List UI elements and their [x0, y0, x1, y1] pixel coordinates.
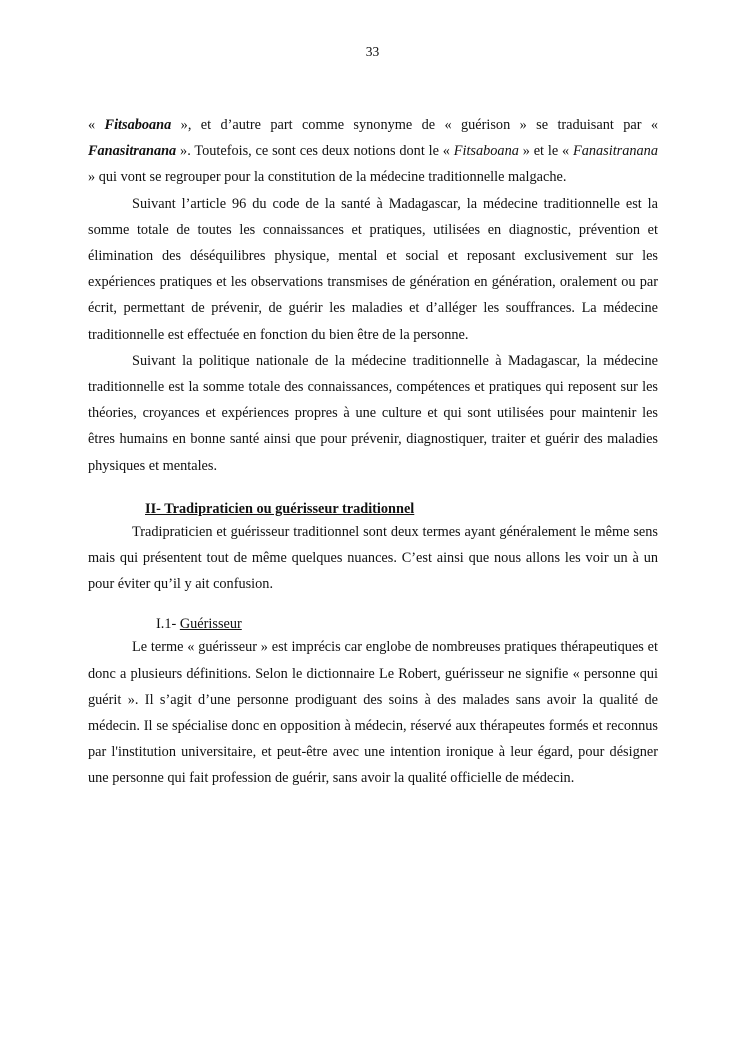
paragraph-1-text-d: » qui vont se regrouper pour la constitution de la médecine traditionnelle malgache.	[88, 169, 567, 186]
subsection-title: Guérisseur	[179, 616, 242, 633]
term-fanasitranana-italic: Fanasitranana	[572, 143, 658, 160]
paragraph-1-text-c: » et le «	[518, 143, 573, 160]
page-number: 33	[365, 44, 380, 59]
paragraph-3: Suivant la politique nationale de la médecine traditionnelle à Madagascar, la médecine traditionnelle est la somme totale des connaissances, compétences et pratiques qui reposent sur les théories, croyances et expériences propres à une culture et qui sont utilisées pour maintenir les êtres humains en bonne santé ainsi que pour prévenir, diagnostiquer, traiter et guérir des maladies physiques et mentales.	[88, 352, 658, 474]
subsection-heading	[156, 614, 658, 634]
paragraph-4: Tradipraticien et guérisseur traditionnel sont deux termes ayant généralement le même sens mais qui présentent tout de même quelques nuances. C’est ainsi que nous allons les voir un à un pour éviter qu’il y ait confusion.	[88, 523, 658, 593]
paragraph-2: Suivant l’article 96 du code de la santé à Madagascar, la médecine traditionnelle est la somme totale de toutes les connaissances et pratiques, utilisées en diagnostic, prévention et élimination des déséquilibres physique, mental et social et reposant exclusivement sur les expériences pratiques et les observations transmises de génération en génération, oralement ou par écrit, permettant de prévenir, de guérir les maladies et d’alléger les souffrances. La médecine traditionnelle est effectuée en fonction du bien être de la personne.	[88, 195, 658, 343]
quote-open: «	[88, 117, 105, 133]
paragraph-1	[88, 112, 658, 191]
paragraph-5: Le terme « guérisseur » est imprécis car englobe de nombreuses pratiques thérapeutiques et donc a plusieurs définitions. Selon le dictionnaire Le Robert, guérisseur ne signifie « personne qui guérit ». Il s’agit d’une personne prodiguant des soins à des malades sans avoir la qualité de médecin. Il se spécialise donc en opposition à médecin, réservé aux thérapeutes formés et reconnus par l'institution universitaire, et peut-être avec une intention ironique à leur égard, pour désigner une personne qui fait profession de guérir, sans avoir la qualité officielle de médecin.	[88, 639, 658, 787]
term-fitsaboana: Fitsaboana	[104, 117, 172, 133]
paragraph-1-text-b: ». Toutefois, ce sont ces deux notions dont le «	[176, 143, 454, 160]
term-fanasitranana: Fanasitranana	[88, 143, 177, 160]
paragraph-1-text-a: », et d’autre part comme synonyme de « guérison » se traduisant par «	[171, 117, 658, 133]
term-fitsaboana-italic: Fitsaboana	[453, 143, 519, 160]
subsection-number: I.1-	[156, 616, 180, 633]
section-heading: II- Tradipraticien ou guérisseur traditionnel	[145, 500, 415, 517]
document-body	[88, 112, 658, 792]
